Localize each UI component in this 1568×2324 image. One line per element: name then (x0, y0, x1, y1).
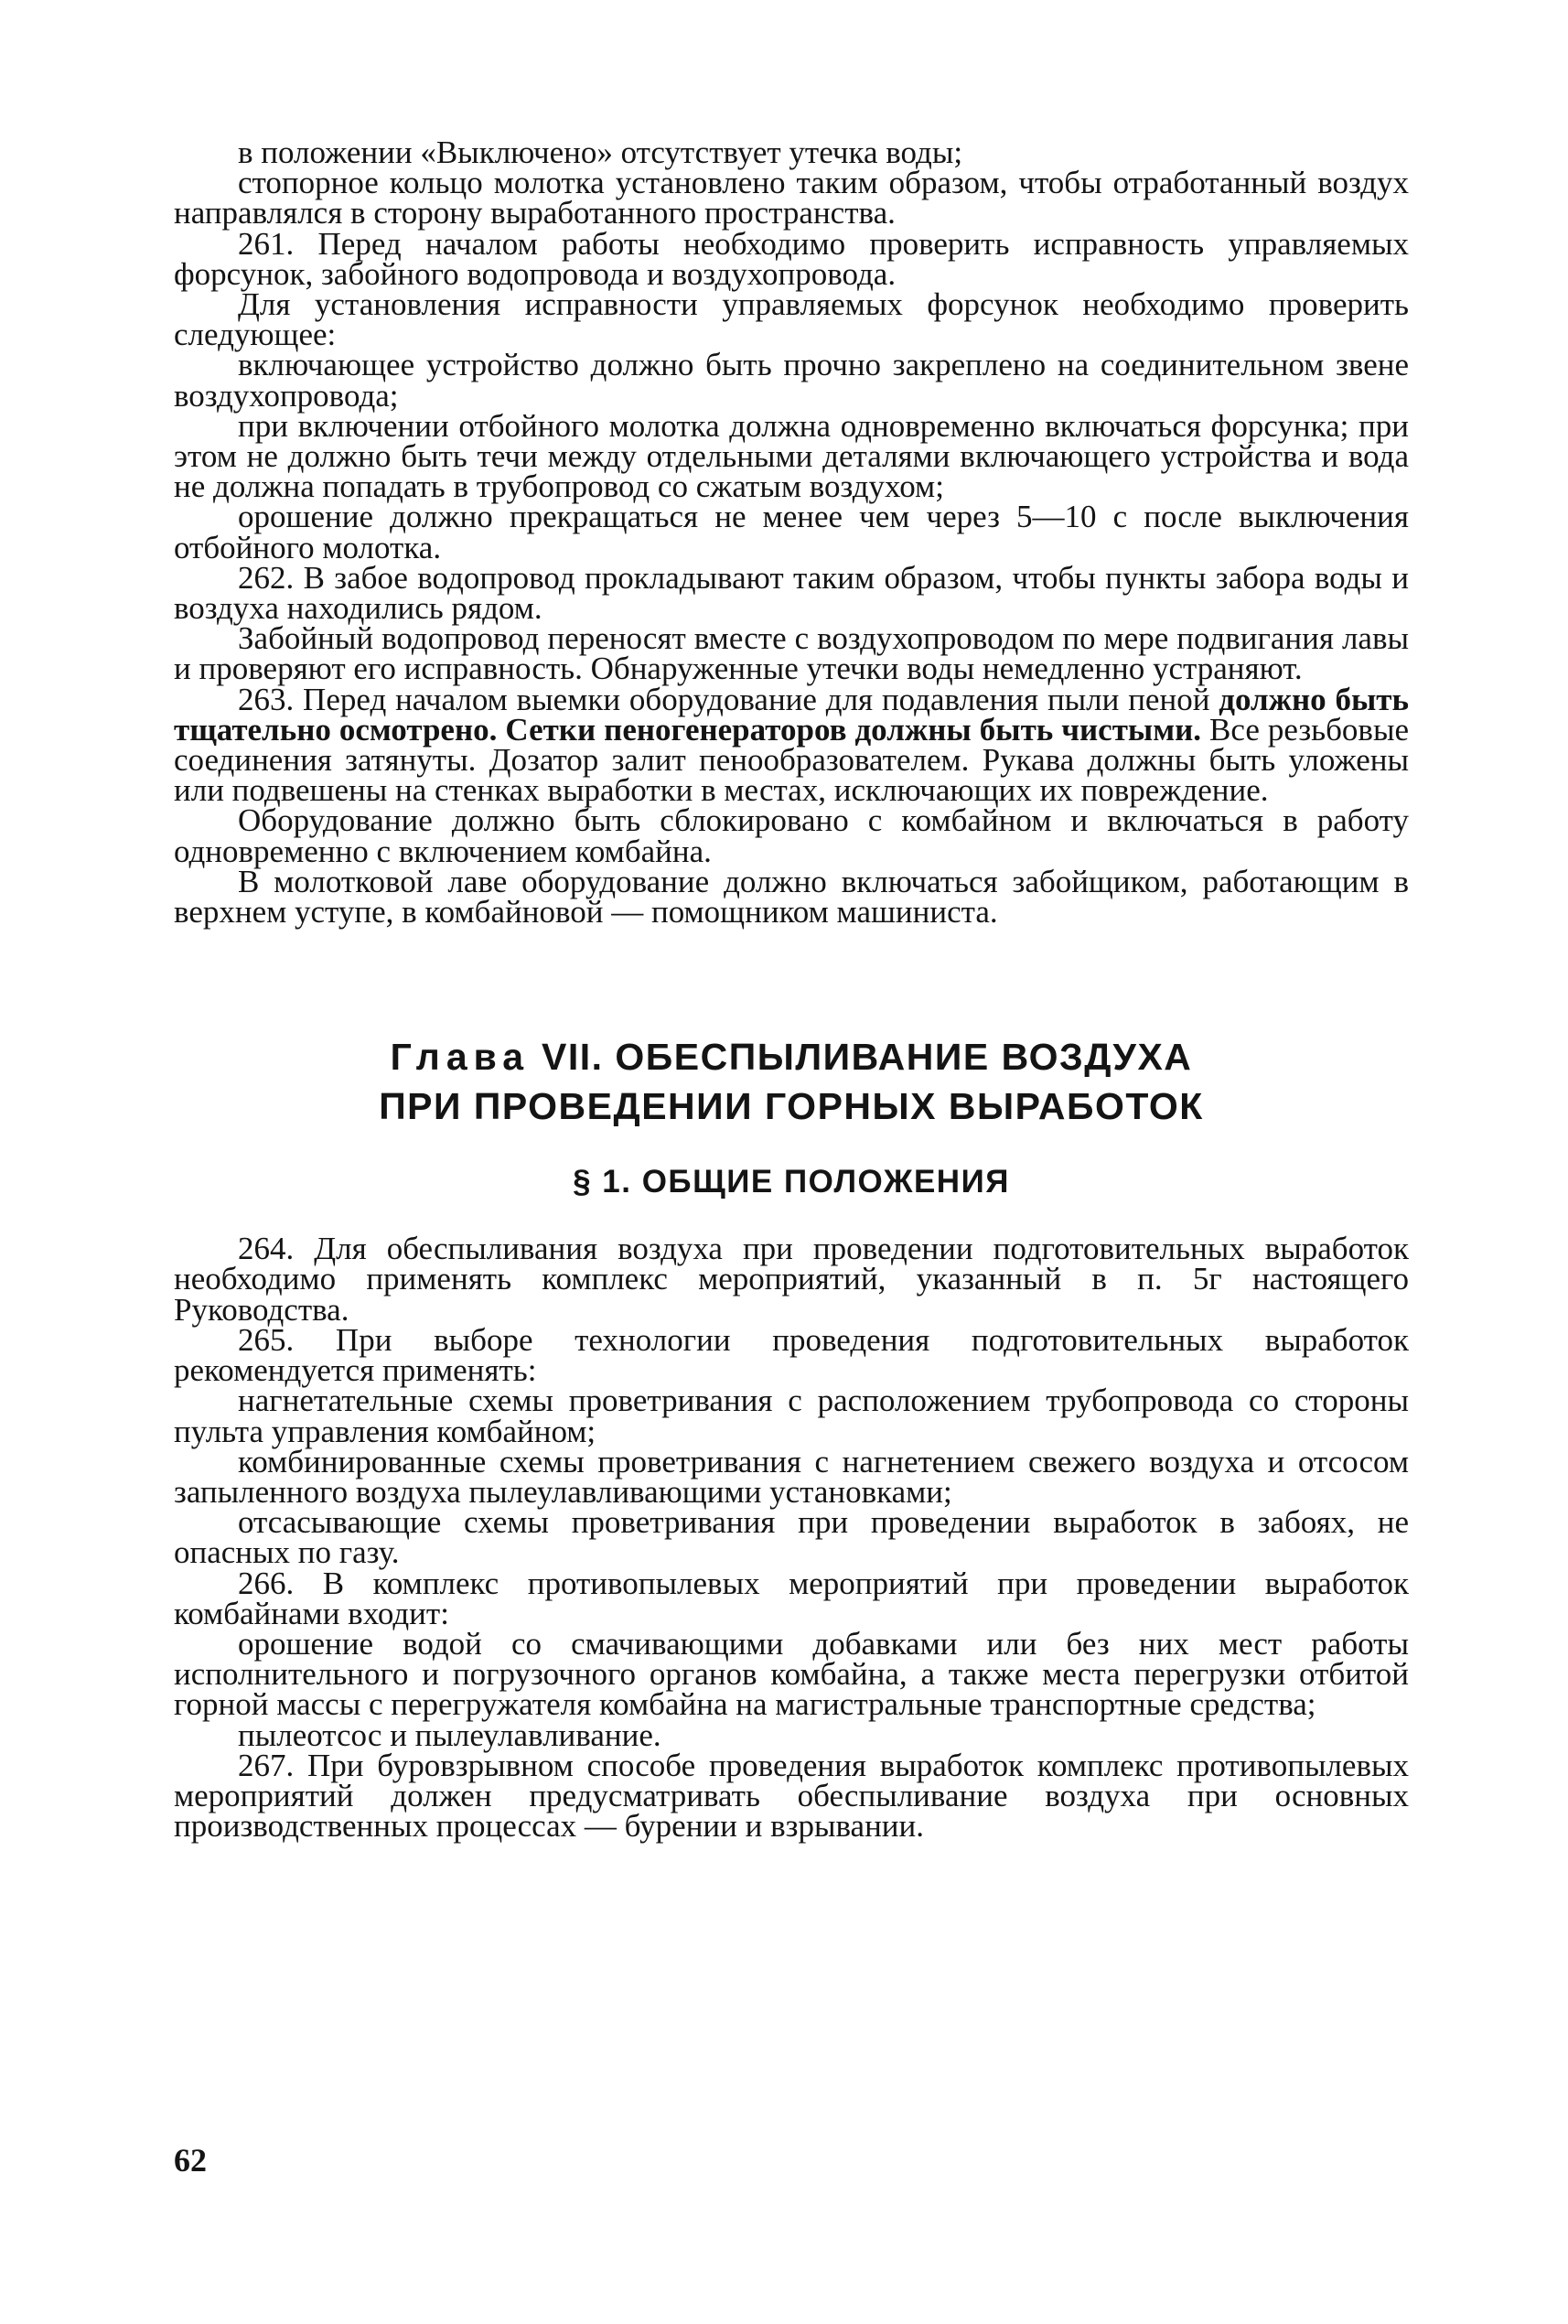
paragraph: Оборудование должно быть сблокировано с комбайном и включаться в работу одновременно с включением комбайна. (174, 802, 1409, 869)
paragraph-263-start: 263. Перед началом выемки оборудование для подавления пыли пеной (238, 681, 1219, 717)
paragraph-265: 265. При выборе технологии проведения подготовительных выработок рекомендуется применять: (174, 1321, 1409, 1389)
paragraph: орошение водой со смачивающими добавками или без них мест работы исполнительного и погрузочного органов комбайна, а также места перегрузки отбитой горной массы с перегружателя комбайна на магистральные транспортные средства; (174, 1625, 1409, 1723)
paragraph-266: 266. В комплекс противопылевых мероприятий при проведении выработок комбайнами входит: (174, 1565, 1409, 1631)
paragraph: Для установления исправности управляемых форсунок необходимо проверить следующее: (174, 286, 1409, 353)
paragraph-263-end: Все резьбовые соединения затянуты. Дозатор залит пенообразователем. Рукава должны быть уложены или подвешены на стенках выработки в местах, исключающих их повреждение. (174, 711, 1409, 809)
paragraph: при включении отбойного молотка должна одновременно включаться форсунка; при этом не должно быть течи между отдельными деталями включающего устройства и вода не должна попадать в трубопровод со сжатым воздухом; (174, 407, 1409, 505)
paragraph-261: 261. Перед началом работы необходимо проверить исправность управляемых форсунок, забойного водопровода и воздухопровода. (174, 225, 1409, 292)
chapter-title-line1: VII. ОБЕСПЫЛИВАНИЕ ВОЗДУХА (530, 1036, 1193, 1079)
paragraph: В молотковой лаве оборудование должно включаться забойщиком, работающим в верхнем уступе, в комбайновой — помощником машиниста. (174, 863, 1409, 931)
paragraph-264: 264. Для обеспыливания воздуха при проведении подготовительных выработок необходимо применять комплекс мероприятий, указанный в п. 5г настоящего Руководства. (174, 1231, 1409, 1328)
chapter-title-line2: ПРИ ПРОВЕДЕНИИ ГОРНЫХ ВЫРАБОТОК (379, 1085, 1204, 1128)
paragraph: стопорное кольцо молотка установлено таким образом, чтобы отработанный воздух направлялся в сторону выработанного пространства. (174, 165, 1409, 231)
paragraph: пылеотсос и пылеулавливание. (238, 1716, 661, 1753)
chapter-prefix: Глава (390, 1036, 531, 1079)
paragraph: в положении «Выключено» отсутствует утечка воды; (238, 134, 963, 170)
paragraph-263-bold: должно быть тщательно осмотрено. Сетки пеногенераторов должны быть чистыми. (174, 681, 1409, 748)
page-number: 62 (174, 2142, 207, 2179)
section-heading: § 1. ОБЩИЕ ПОЛОЖЕНИЯ (573, 1164, 1010, 1200)
paragraph-267: 267. При буровзрывном способе проведения выработок комплекс противопылевых мероприятий должен предусматривать обеспыливание воздуха при основных производственных процессах — бурении и взрывании. (174, 1747, 1409, 1845)
paragraph: включающее устройство должно быть прочно закреплено на соединительном звене воздухопровода; (174, 347, 1409, 414)
text-block-top (174, 134, 1409, 931)
paragraph: нагнетательные схемы проветривания с расположением трубопровода со стороны пульта управления комбайном; (174, 1383, 1409, 1449)
text-block-bottom (174, 1231, 1409, 1845)
paragraph: Забойный водопровод переносят вместе с воздухопроводом по мере подвигания лавы и проверяют его исправность. Обнаруженные утечки воды немедленно устраняют. (174, 620, 1409, 687)
paragraph: комбинированные схемы проветривания с нагнетением свежего воздуха и отсосом запыленного воздуха пылеулавливающими установками; (174, 1443, 1409, 1510)
paragraph: орошение должно прекращаться не менее чем через 5—10 с после выключения отбойного молотка. (174, 499, 1409, 565)
document-page (174, 134, 1409, 1845)
paragraph-262: 262. В забое водопровод прокладывают таким образом, чтобы пункты забора воды и воздуха находились рядом. (174, 559, 1409, 627)
paragraph-263 (174, 681, 1409, 809)
chapter-heading (174, 1032, 1409, 1131)
paragraph: отсасывающие схемы проветривания при проведении выработок в забоях, не опасных по газу. (174, 1504, 1409, 1571)
